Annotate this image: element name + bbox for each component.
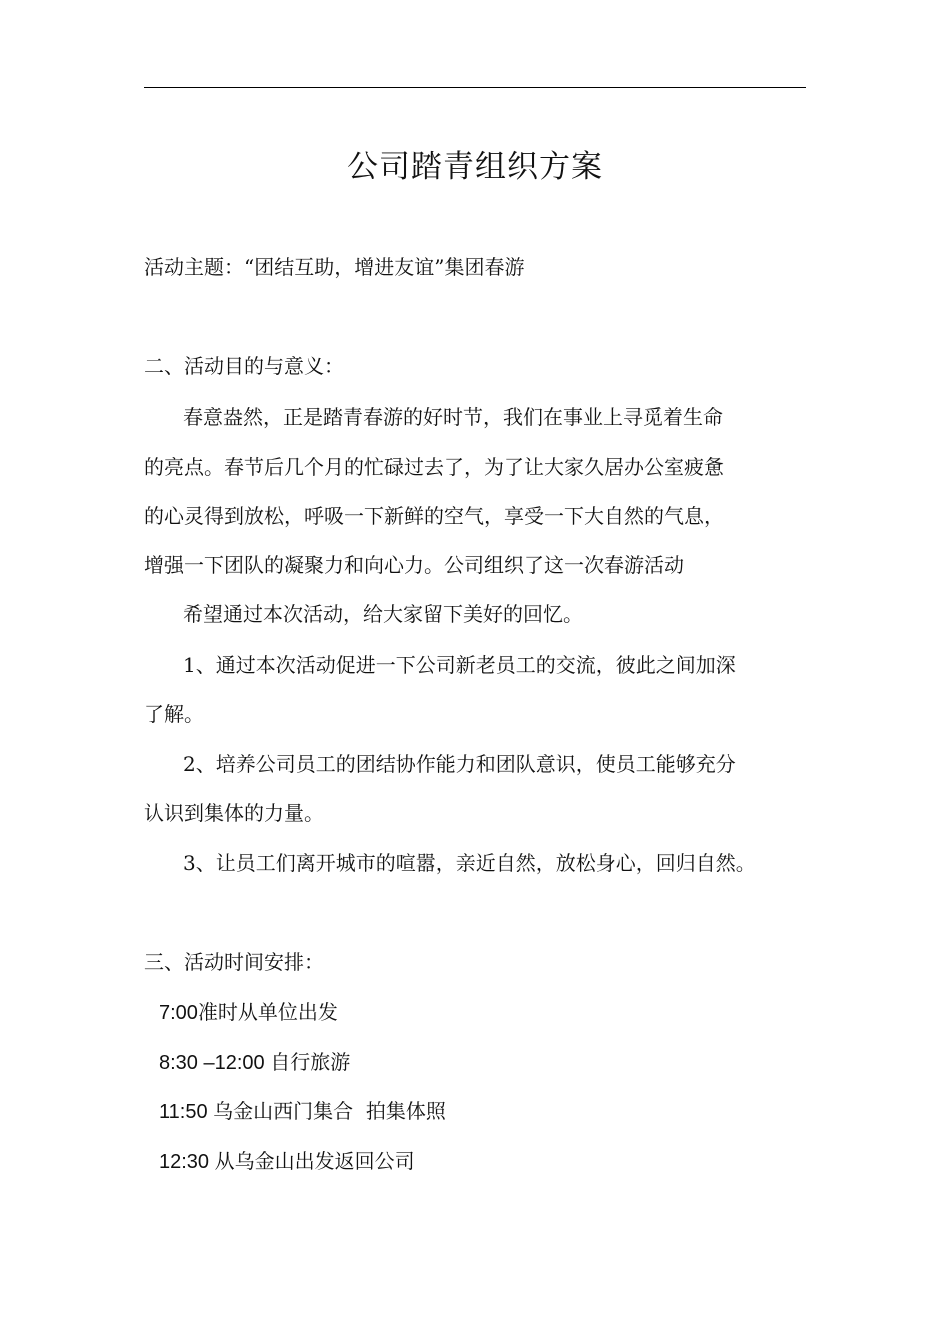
- purpose-item-2-line: 2、培养公司员工的团结协作能力和团队意识，使员工能够充分: [183, 752, 736, 776]
- header-rule: [144, 87, 806, 88]
- activity-theme: 活动主题：“团结互助，增进友谊”集团春游: [144, 255, 525, 279]
- schedule-row: [159, 1096, 446, 1127]
- schedule-desc: 从乌金山出发返回公司: [214, 1149, 415, 1173]
- purpose-item-1-line: 1、通过本次活动促进一下公司新老员工的交流，彼此之间加深: [183, 653, 736, 677]
- purpose-item-1-line: 了解。: [144, 702, 204, 726]
- section-2-heading: 二、活动目的与意义：: [144, 354, 344, 378]
- purpose-item-2-line: 认识到集体的力量。: [144, 801, 324, 825]
- schedule-desc: 自行旅游: [270, 1050, 351, 1074]
- purpose-paragraph-line: 的心灵得到放松，呼吸一下新鲜的空气，享受一下大自然的气息，: [144, 504, 724, 528]
- schedule-row: [159, 997, 338, 1028]
- schedule-time: 7:00: [159, 1002, 198, 1024]
- document-title: 公司踏青组织方案: [347, 149, 603, 185]
- schedule-desc: 乌金山西门集合 拍集体照: [213, 1099, 446, 1123]
- schedule-time: 8:30 –12:00: [159, 1052, 271, 1074]
- purpose-paragraph-line: 的亮点。春节后几个月的忙碌过去了，为了让大家久居办公室疲惫: [144, 455, 724, 479]
- purpose-paragraph-line: 春意盎然，正是踏青春游的好时节，我们在事业上寻觅着生命: [183, 405, 723, 429]
- schedule-time: 11:50: [159, 1101, 214, 1123]
- schedule-row: [159, 1047, 350, 1078]
- schedule-desc: 准时从单位出发: [197, 1000, 338, 1024]
- section-3-heading: 三、活动时间安排：: [144, 950, 324, 974]
- purpose-paragraph-line: 增强一下团队的凝聚力和向心力。公司组织了这一次春游活动: [144, 553, 684, 577]
- hope-paragraph: 希望通过本次活动，给大家留下美好的回忆。: [183, 602, 583, 626]
- schedule-row: [159, 1146, 415, 1177]
- purpose-item-3: 3、让员工们离开城市的喧嚣，亲近自然，放松身心，回归自然。: [183, 851, 756, 875]
- schedule-time: 12:30: [159, 1151, 215, 1173]
